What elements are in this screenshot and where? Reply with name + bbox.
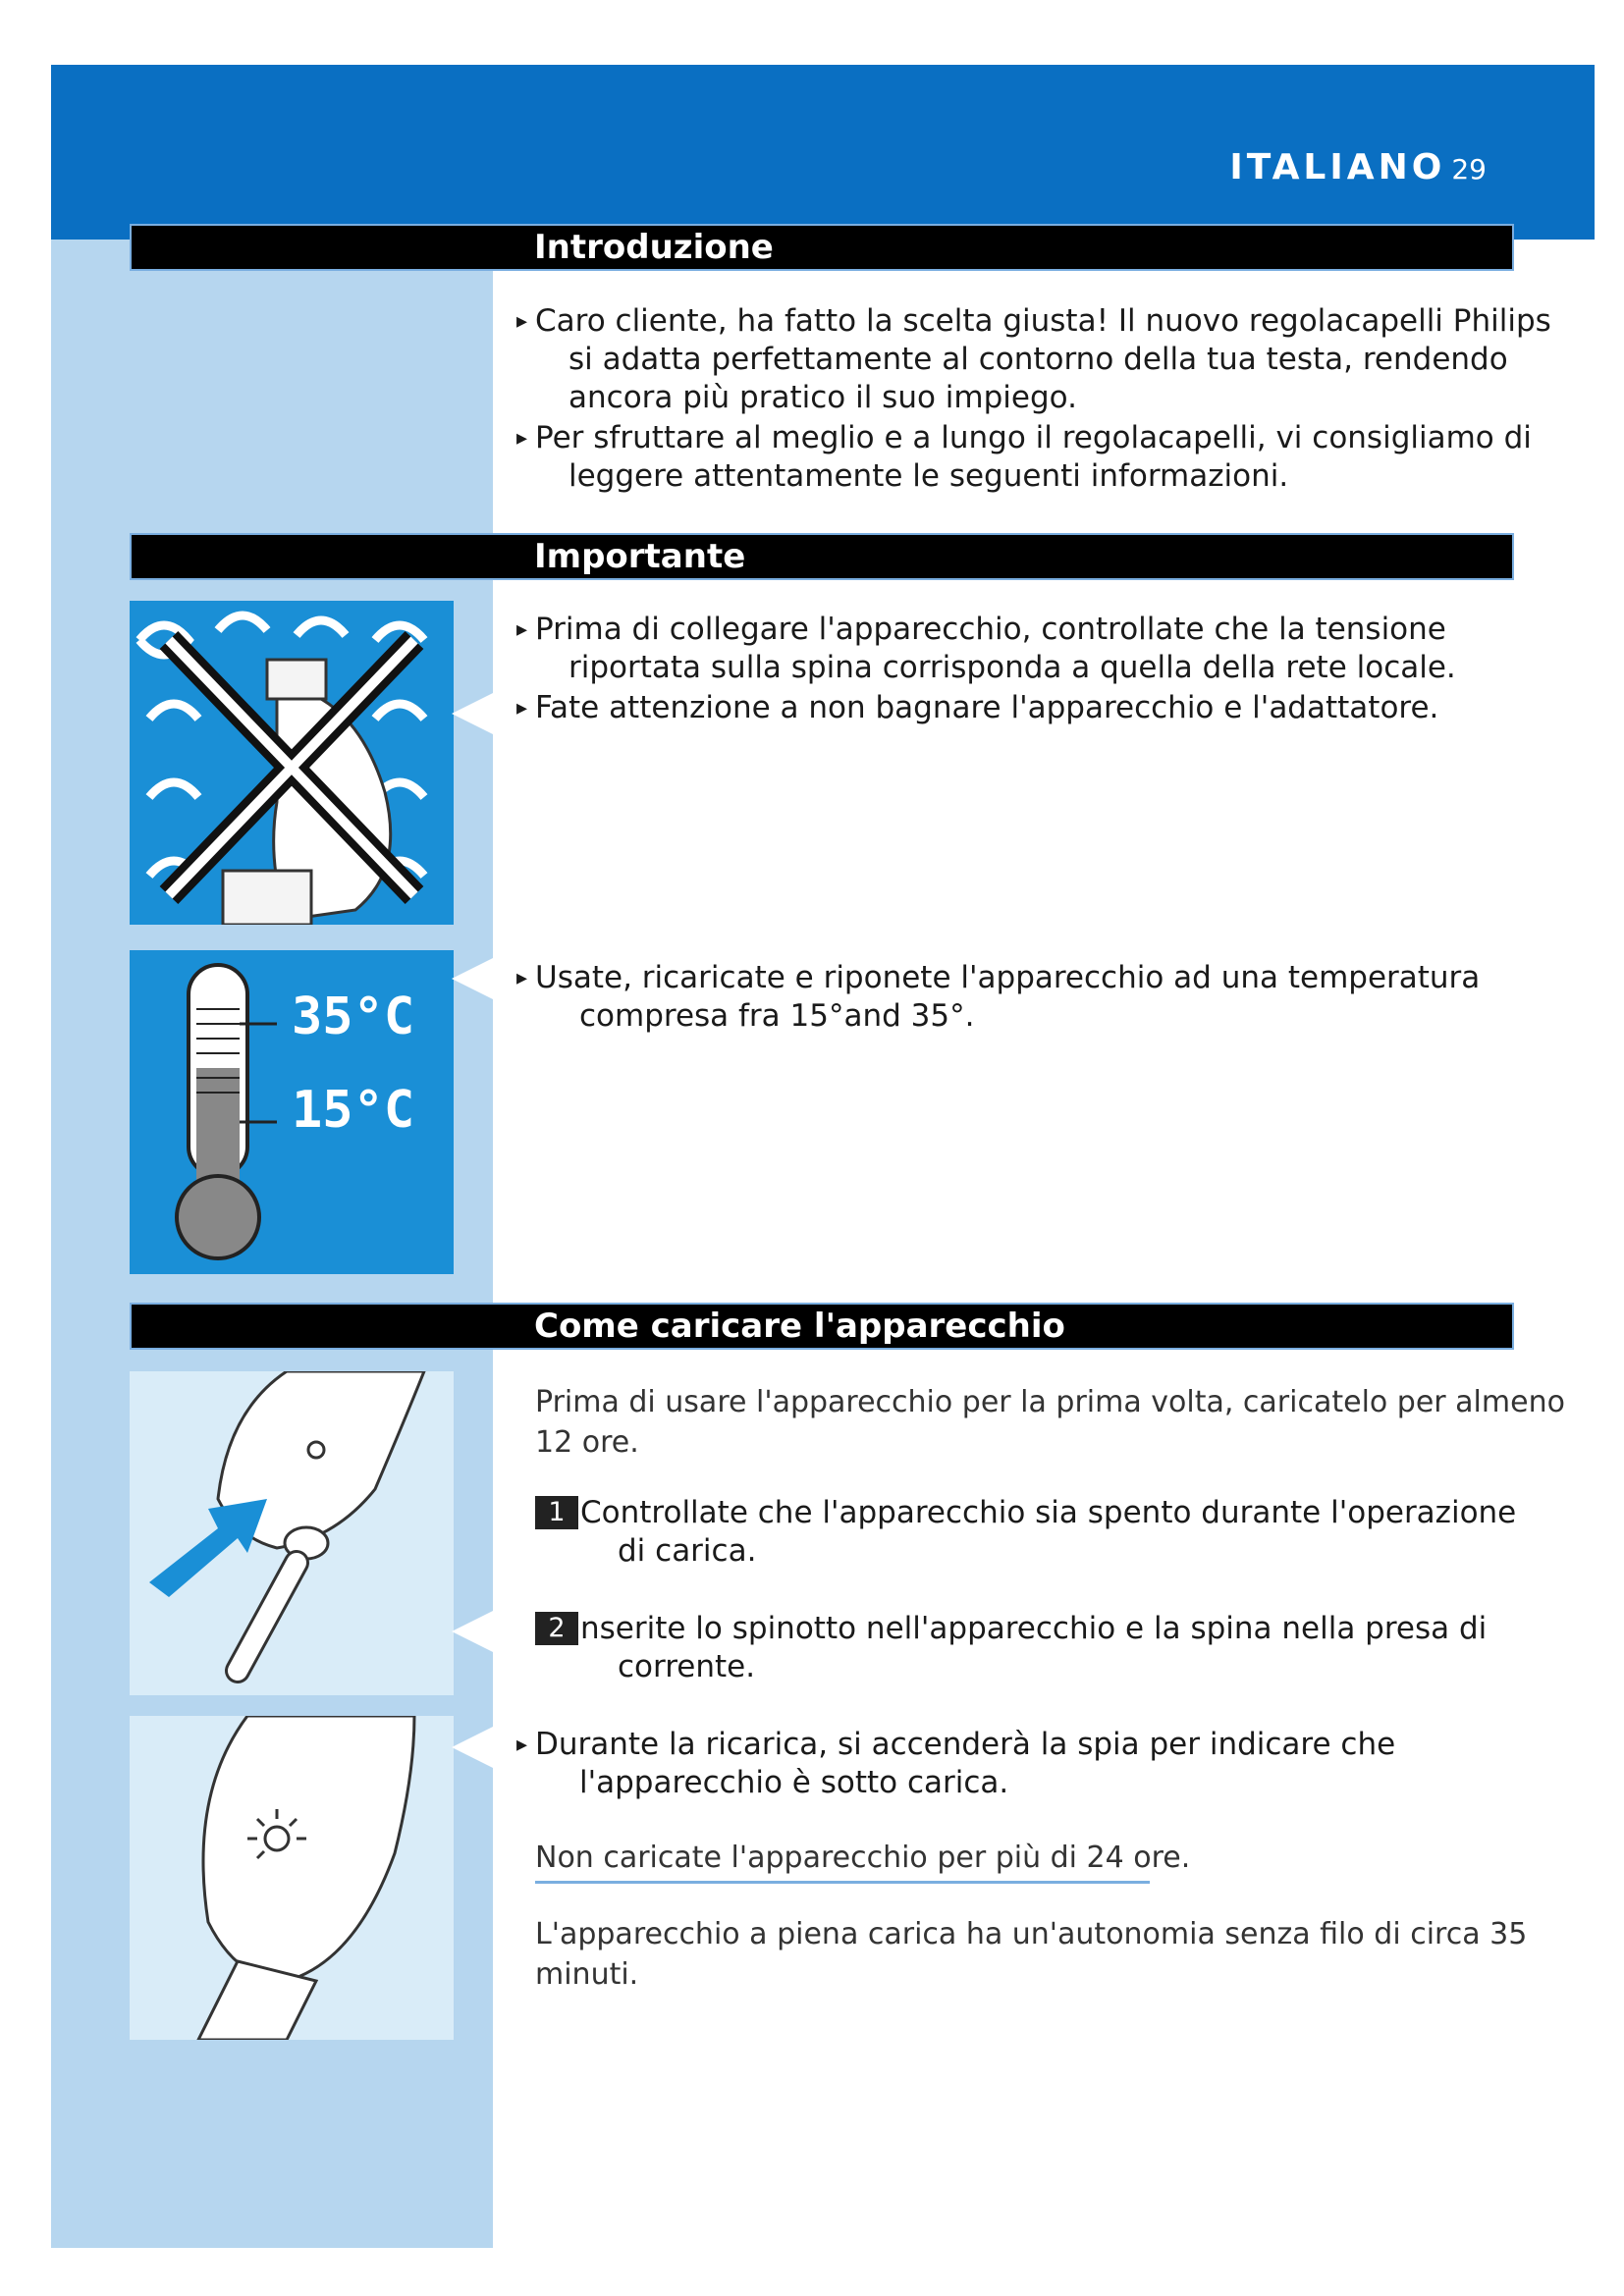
bullet-icon: ▸ (516, 1733, 528, 1757)
charge-warning: Non caricate l'apparecchio per più di 24 ore. (535, 1841, 1191, 1875)
important-bullet-2: ▸ Fate attenzione a non bagnare l'apparecchio e l'adattatore. (516, 690, 1439, 725)
section-header-important: Importante (130, 533, 1514, 580)
charge-intro: Prima di usare l'apparecchio per la prima volta, caricatelo per almeno 12 ore. (535, 1385, 1565, 1460)
charging-plug-illustration (130, 1371, 454, 1695)
warning-underline (535, 1881, 1150, 1884)
section-header-charge: Come caricare l'apparecchio (130, 1303, 1514, 1350)
pointer-arrow-icon (452, 692, 495, 735)
bullet-icon: ▸ (516, 617, 528, 642)
step-number-2: 2 (535, 1612, 578, 1645)
charge-bullet: ▸ Durante la ricarica, si accenderà la spia per indicare che l'apparecchio è sotto carica. (516, 1727, 1396, 1800)
pointer-arrow-icon (452, 1726, 495, 1769)
no-water-illustration (130, 601, 454, 925)
bullet-icon: ▸ (516, 696, 528, 721)
pointer-arrow-icon (452, 1610, 495, 1653)
important-bullet-3: ▸ Usate, ricaricate e riponete l'apparecchio ad una temperatura compresa fra 15°and 35°. (516, 960, 1481, 1034)
language-label: ITALIANO 29 (1229, 147, 1487, 187)
temp-low-label: 15°C (292, 1081, 415, 1140)
charging-light-illustration (130, 1716, 454, 2040)
section-header-intro: Introduzione (130, 224, 1514, 271)
pointer-arrow-icon (452, 957, 495, 1000)
page-number: 29 (1451, 153, 1487, 186)
important-bullet-1: ▸ Prima di collegare l'apparecchio, controllate che la tensione riportata sulla spina corrisponda a quella della rete locale. (516, 612, 1456, 685)
temp-high-label: 35°C (292, 988, 415, 1046)
bullet-icon: ▸ (516, 309, 528, 334)
charge-step-1: 1 Controllate che l'apparecchio sia spento durante l'operazione di carica. (535, 1494, 1516, 1571)
intro-bullet-2: ▸ Per sfruttare al meglio e a lungo il regolacapelli, vi consigliamo di leggere attentamente le seguenti informazioni. (516, 420, 1532, 494)
intro-bullet-1: ▸ Caro cliente, ha fatto la scelta giusta! Il nuovo regolacapelli Philips si adatta perfettamente al contorno della tua testa, rendendo ancora più pratico il suo impiego. (516, 303, 1551, 415)
thermometer-illustration (130, 950, 454, 1274)
bullet-icon: ▸ (516, 966, 528, 990)
step-number-1: 1 (535, 1496, 578, 1529)
charge-step-2: 2 nserite lo spinotto nell'apparecchio e la spina nella presa di corrente. (535, 1610, 1487, 1686)
charge-note: L'apparecchio a piena carica ha un'autonomia senza filo di circa 35 minuti. (535, 1917, 1528, 1992)
bullet-icon: ▸ (516, 426, 528, 451)
